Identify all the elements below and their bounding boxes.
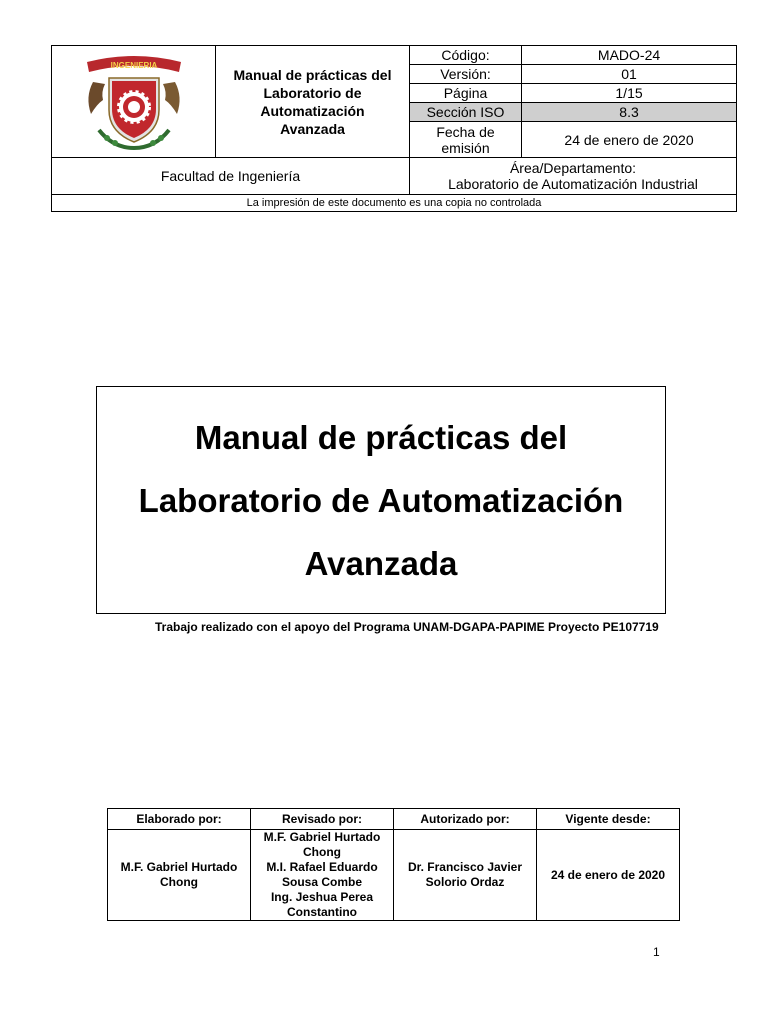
autorizado-line: Dr. Francisco Javier — [407, 860, 523, 874]
codigo-label: Código: — [410, 46, 522, 65]
main-title-line: Avanzada — [304, 544, 458, 582]
area-value: Laboratorio de Automatización Industrial — [448, 176, 698, 192]
autorizado-line: Solorio Ordaz — [425, 875, 505, 889]
elaborado-line: M.F. Gabriel Hurtado — [120, 860, 238, 874]
fecha-label — [410, 122, 522, 158]
support-note: Trabajo realizado con el apoyo del Programa UNAM-DGAPA-PAPIME Proyecto PE107719 — [155, 620, 659, 634]
page-number: 1 — [653, 945, 660, 959]
fecha-label-text: Fecha de emisión — [436, 123, 495, 156]
elaborado-cell — [108, 830, 251, 921]
revisado-line: Chong — [303, 845, 341, 859]
elaborado-header: Elaborado por: — [108, 809, 251, 830]
codigo-value: MADO-24 — [522, 46, 737, 65]
elaborado-line: Chong — [160, 875, 198, 889]
fecha-value: 24 de enero de 2020 — [522, 122, 737, 158]
version-label: Versión: — [410, 65, 522, 84]
ingenieria-logo — [79, 52, 189, 152]
vigente-cell: 24 de enero de 2020 — [537, 830, 680, 921]
main-title-box — [96, 386, 666, 614]
header-title-line: Laboratorio de Automatización — [260, 84, 365, 119]
pagina-value: 1/15 — [522, 84, 737, 103]
revisado-line: Sousa Combe — [281, 875, 362, 889]
logo-cell — [52, 46, 216, 158]
document-header-table — [51, 45, 737, 212]
facultad: Facultad de Ingeniería — [52, 158, 410, 195]
version-value: 01 — [522, 65, 737, 84]
revisado-cell — [251, 830, 394, 921]
copy-notice: La impresión de este documento es una copia no controlada — [52, 195, 737, 212]
seccion-value: 8.3 — [522, 103, 737, 122]
header-title-line: Avanzada — [280, 120, 345, 137]
autorizado-header: Autorizado por: — [394, 809, 537, 830]
revisado-line: Constantino — [287, 905, 357, 919]
header-title — [216, 46, 410, 158]
area-departamento — [410, 158, 737, 195]
pagina-label: Página — [410, 84, 522, 103]
signatures-table — [107, 808, 680, 921]
area-label: Área/Departamento: — [509, 160, 637, 176]
main-title-line: Manual de prácticas del — [194, 418, 568, 456]
autorizado-cell — [394, 830, 537, 921]
revisado-line: Ing. Jeshua Perea — [270, 890, 374, 904]
revisado-line: M.I. Rafael Eduardo — [266, 860, 378, 874]
logo-banner-text: INGENIERIA — [110, 60, 157, 70]
header-title-line: Manual de prácticas del — [233, 66, 392, 83]
seccion-label: Sección ISO — [410, 103, 522, 122]
vigente-header: Vigente desde: — [537, 809, 680, 830]
revisado-line: M.F. Gabriel Hurtado — [263, 830, 381, 844]
main-title-line: Laboratorio de Automatización — [138, 481, 624, 519]
revisado-header: Revisado por: — [251, 809, 394, 830]
